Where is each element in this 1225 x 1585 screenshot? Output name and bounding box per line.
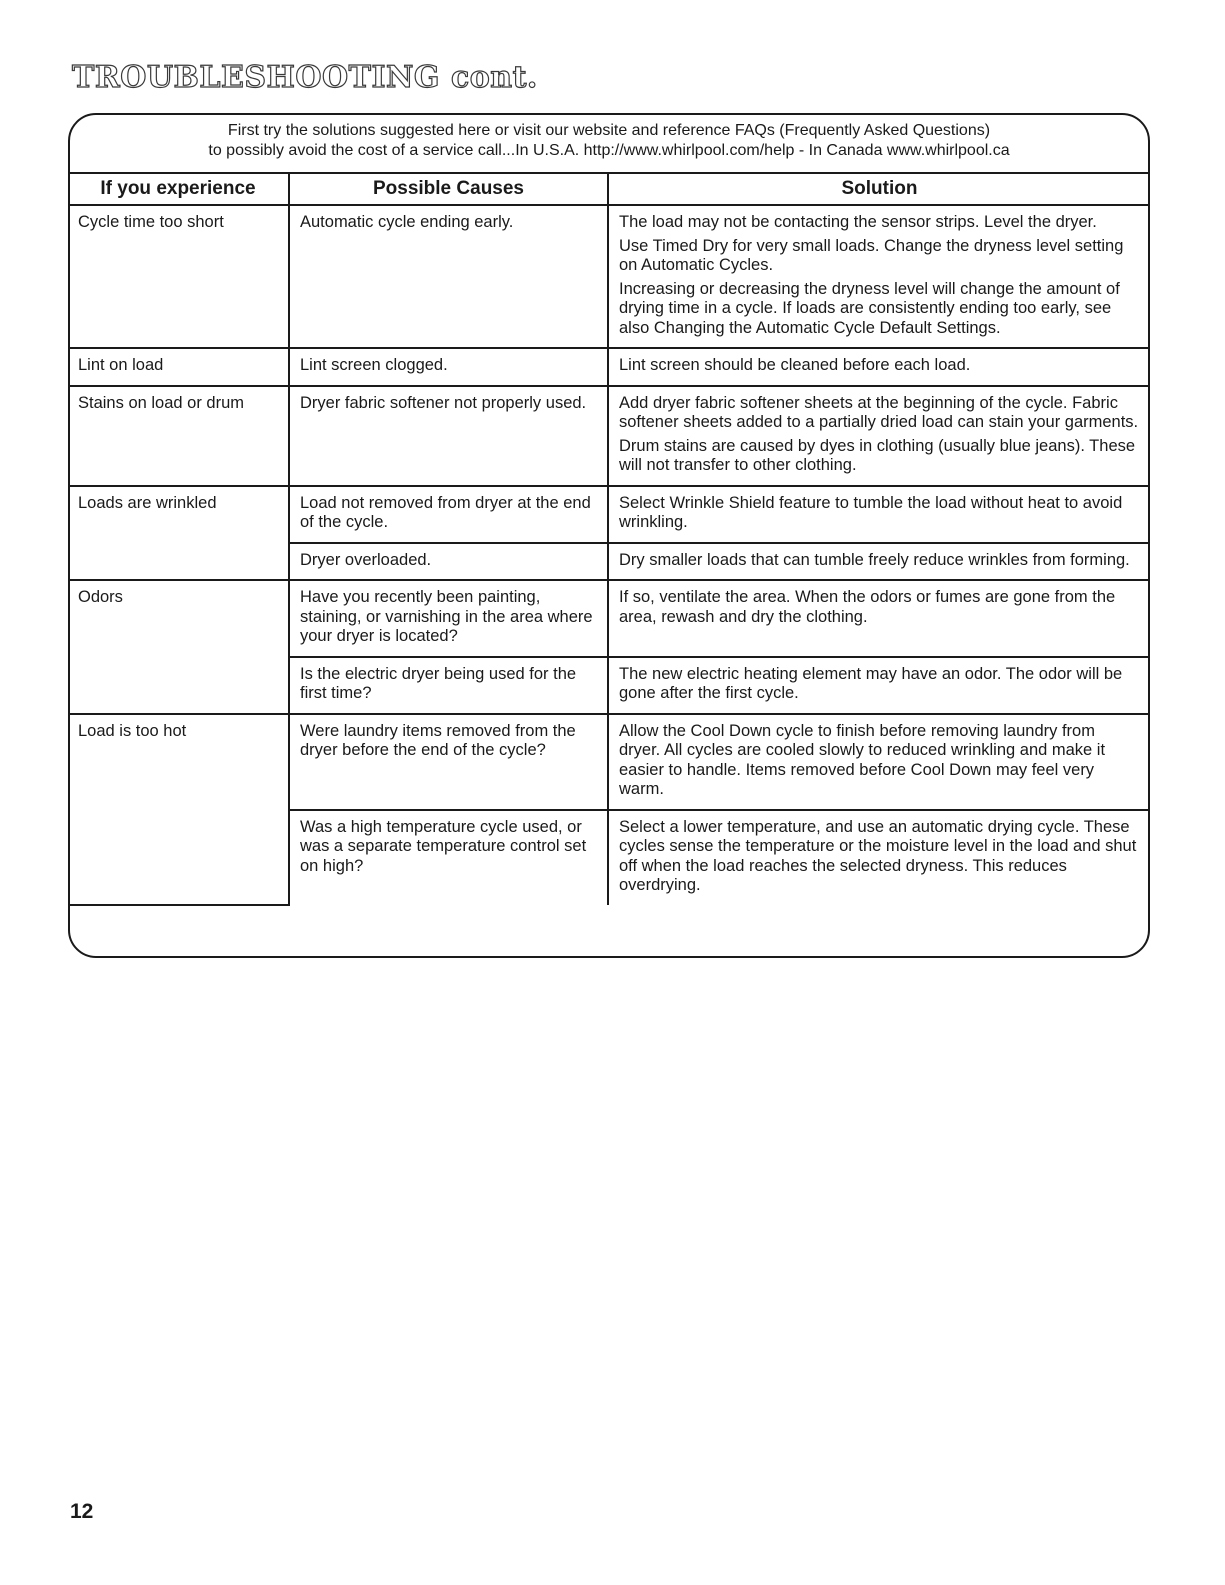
cause-cell: Dryer overloaded. [289, 543, 608, 581]
solution-cell [608, 348, 1150, 386]
solution-text: If so, ventilate the area. When the odors or fumes are gone from the area, rewash and dry the clothing. [619, 588, 1116, 626]
problem-cell: Stains on load or drum [68, 386, 289, 486]
solution-cell [608, 543, 1150, 581]
solution-cell [608, 486, 1150, 543]
cause-cell: Load not removed from dryer at the end of the cycle. [289, 486, 608, 543]
intro-line: First try the solutions suggested here or visit our website and reference FAQs (Frequently Asked Questions) [227, 122, 991, 139]
solution-text: Select Wrinkle Shield feature to tumble the load without heat to avoid wrinkling. [619, 493, 1123, 531]
header-experience: If you experience [68, 173, 289, 205]
cause-cell: Were laundry items removed from the dryer before the end of the cycle? [289, 714, 608, 810]
solution-text: Dry smaller loads that can tumble freely reduce wrinkles from forming. [619, 550, 1130, 569]
problem-cell: Odors [68, 580, 289, 714]
solution-text: The load may not be contacting the sensor strips. Level the dryer. [619, 213, 1097, 231]
table-body [68, 205, 1150, 905]
cause-cell: Is the electric dryer being used for the first time? [289, 657, 608, 714]
cause-cell: Automatic cycle ending early. [289, 205, 608, 348]
problem-cell: Cycle time too short [68, 205, 289, 348]
intro-text [70, 121, 1148, 161]
intro-line: to possibly avoid the cost of a service call...In U.S.A. http://www.whirlpool.com/help - In Canada www.whirlpool.ca [208, 142, 1010, 159]
solution-cell [608, 205, 1150, 348]
table-row [68, 348, 1150, 386]
solution-text: Select a lower temperature, and use an automatic drying cycle. These cycles sense the temperature or the moisture level in the load and shut off when the load reaches the selected dryness. This reduces overdrying. [619, 817, 1137, 894]
solution-cell [608, 580, 1150, 657]
table-row [68, 580, 1150, 657]
table-row [68, 714, 1150, 810]
troubleshooting-table [68, 172, 1150, 906]
problem-cell: Loads are wrinkled [68, 486, 289, 581]
solution-cell [608, 714, 1150, 810]
table-header-row [68, 173, 1150, 205]
table-row [68, 386, 1150, 486]
header-solution: Solution [608, 173, 1150, 205]
problem-cell: Lint on load [68, 348, 289, 386]
table-row [68, 205, 1150, 348]
problem-cell: Load is too hot [68, 714, 289, 905]
solution-text: Lint screen should be cleaned before each load. [619, 356, 971, 374]
page-title: TROUBLESHOOTING cont. [72, 60, 538, 95]
header-causes: Possible Causes [289, 173, 608, 205]
cause-cell: Was a high temperature cycle used, or was a separate temperature control set on high? [289, 810, 608, 905]
solution-cell [608, 657, 1150, 714]
page-number: 12 [70, 1500, 94, 1523]
solution-text: Use Timed Dry for very small loads. Change the dryness level setting on Automatic Cycles. [619, 236, 1124, 274]
cause-cell: Dryer fabric softener not properly used. [289, 386, 608, 486]
solution-text: Increasing or decreasing the dryness level will change the amount of drying time in a cycle. If loads are consistently ending too early, see also Changing the Automatic Cycle Default Settings. [619, 279, 1120, 337]
solution-text: Add dryer fabric softener sheets at the beginning of the cycle. Fabric softener sheets added to a partially dried load can stain your garments. [619, 393, 1139, 431]
cause-cell: Lint screen clogged. [289, 348, 608, 386]
table-row [68, 486, 1150, 543]
solution-cell [608, 386, 1150, 486]
solution-cell [608, 810, 1150, 905]
solution-text: The new electric heating element may have an odor. The odor will be gone after the first cycle. [619, 664, 1123, 702]
solution-text: Drum stains are caused by dyes in clothing (usually blue jeans). These will not transfer to other clothing. [619, 436, 1136, 474]
cause-cell: Have you recently been painting, staining, or varnishing in the area where your dryer is located? [289, 580, 608, 657]
solution-text: Allow the Cool Down cycle to finish before removing laundry from dryer. All cycles are cooled slowly to reduced wrinkling and make it easier to handle. Items removed before Cool Down may feel very warm. [619, 721, 1106, 798]
